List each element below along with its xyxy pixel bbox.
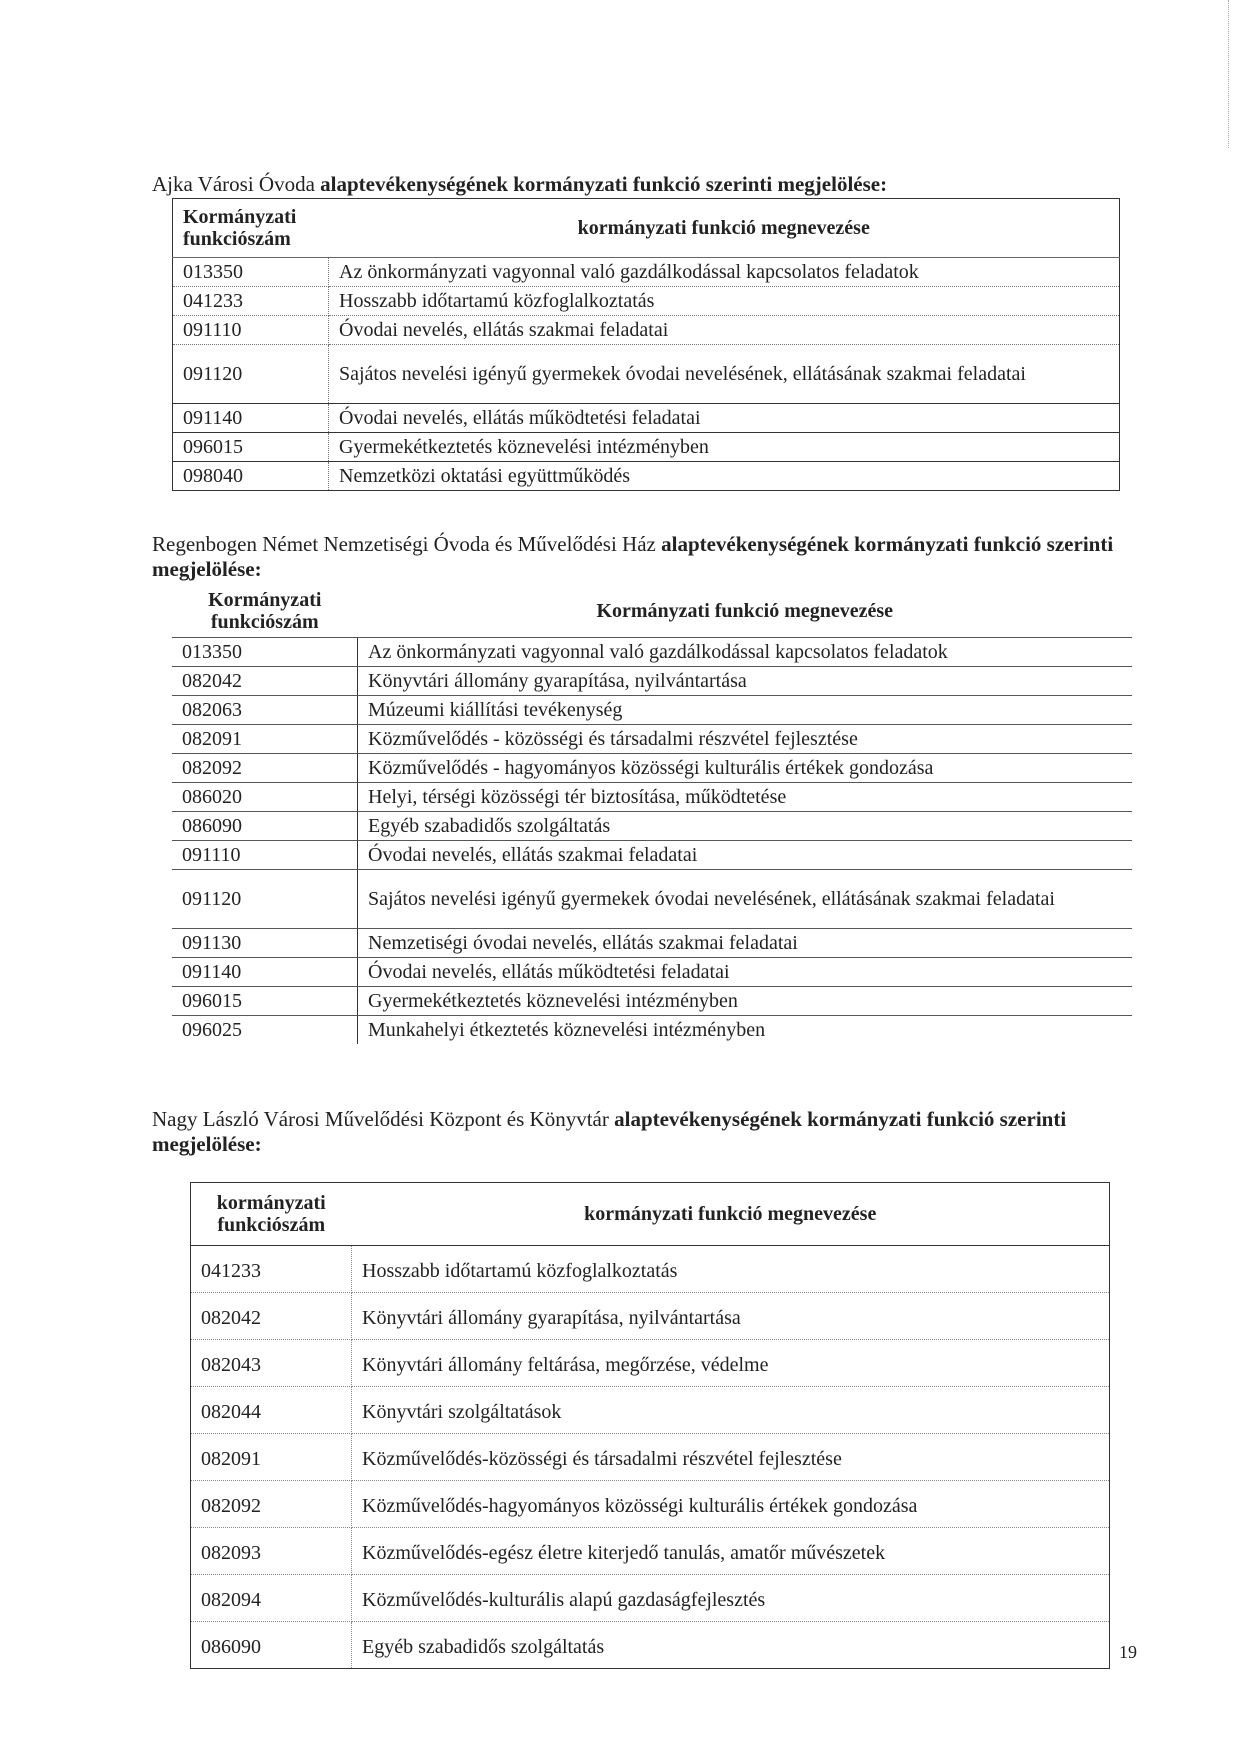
- function-name: Könyvtári állomány gyarapítása, nyilvántartása: [352, 1293, 1110, 1340]
- header-code: kormányzati funkciószám: [191, 1183, 352, 1246]
- function-name: Gyermekétkeztetés köznevelési intézményben: [358, 987, 1133, 1016]
- function-code: 082091: [191, 1434, 352, 1481]
- table-row: [191, 1293, 1110, 1340]
- header-name: kormányzati funkció megnevezése: [352, 1183, 1110, 1246]
- function-code: 082043: [191, 1340, 352, 1387]
- table-row: [191, 1481, 1110, 1528]
- function-code: 082092: [172, 754, 358, 783]
- table-row: [172, 929, 1132, 958]
- function-code: 082092: [191, 1481, 352, 1528]
- function-name: Óvodai nevelés, ellátás működtetési feladatai: [358, 958, 1133, 987]
- function-code: 082094: [191, 1575, 352, 1622]
- function-name: Nemzetközi oktatási együttműködés: [329, 462, 1120, 491]
- table-row: [191, 1622, 1110, 1669]
- table-row: [172, 696, 1132, 725]
- function-code: 082091: [172, 725, 358, 754]
- function-table-2: [172, 585, 1132, 1044]
- function-name: Hosszabb időtartamú közfoglalkoztatás: [329, 287, 1120, 316]
- table-row: [172, 870, 1132, 929]
- function-table-3: [190, 1182, 1110, 1669]
- table-row: [173, 433, 1120, 462]
- function-code: 013350: [172, 638, 358, 667]
- section-title-3: [152, 1107, 1140, 1157]
- function-name: Óvodai nevelés, ellátás működtetési feladatai: [329, 404, 1120, 433]
- table-header-row: [191, 1183, 1110, 1246]
- function-name: Sajátos nevelési igényű gyermekek óvodai nevelésének, ellátásának szakmai feladatai: [329, 345, 1120, 404]
- function-name: Nemzetiségi óvodai nevelés, ellátás szakmai feladatai: [358, 929, 1133, 958]
- header-name: Kormányzati funkció megnevezése: [358, 585, 1133, 638]
- table-row: [191, 1387, 1110, 1434]
- table-row: [173, 345, 1120, 404]
- function-name: Óvodai nevelés, ellátás szakmai feladatai: [329, 316, 1120, 345]
- table-row: [173, 316, 1120, 345]
- table-header-row: [173, 199, 1120, 258]
- function-code: 013350: [173, 258, 329, 287]
- function-name: Egyéb szabadidős szolgáltatás: [362, 1635, 605, 1658]
- function-code: 091110: [172, 841, 358, 870]
- table-row: [173, 287, 1120, 316]
- function-code: 082093: [191, 1528, 352, 1575]
- table-row: [172, 783, 1132, 812]
- function-name: Munkahelyi étkeztetés köznevelési intézményben: [368, 1019, 766, 1041]
- section-title-2: [152, 532, 1140, 582]
- table-row: [191, 1528, 1110, 1575]
- table-row: [172, 841, 1132, 870]
- table-row: [172, 1016, 1132, 1045]
- function-code: 096015: [173, 433, 329, 462]
- function-name: Közművelődés-hagyományos közösségi kulturális értékek gondozása: [352, 1481, 1110, 1528]
- function-name: Közművelődés-közösségi és társadalmi részvétel fejlesztése: [352, 1434, 1110, 1481]
- function-name: Hosszabb időtartamú közfoglalkoztatás: [352, 1246, 1110, 1293]
- function-code: 082044: [191, 1387, 352, 1434]
- function-code: 086090: [191, 1622, 352, 1669]
- function-name: Egyéb szabadidős szolgáltatás: [358, 812, 1133, 841]
- section-title-2-plain: Regenbogen Német Nemzetiségi Óvoda és Művelődési Ház: [152, 532, 662, 556]
- table-row: [172, 638, 1132, 667]
- table-row: [172, 667, 1132, 696]
- function-name: Az önkormányzati vagyonnal való gazdálkodással kapcsolatos feladatok: [358, 638, 1133, 667]
- function-name: Gyermekétkeztetés köznevelési intézményben: [329, 433, 1120, 462]
- function-code: 091120: [173, 345, 329, 404]
- function-code: 091140: [173, 404, 329, 433]
- section-title-3-plain: Nagy László Városi Művelődési Központ és Könyvtár: [152, 1107, 615, 1131]
- section-title-1: [152, 172, 1112, 197]
- function-code: 086090: [172, 812, 358, 841]
- function-name: Közművelődés - hagyományos közösségi kulturális értékek gondozása: [358, 754, 1133, 783]
- table-header-row: [172, 585, 1132, 638]
- table-row: [172, 812, 1132, 841]
- page-number: 19: [1119, 1642, 1137, 1662]
- table-row: [173, 462, 1120, 491]
- function-code: 082042: [172, 667, 358, 696]
- function-name: Közművelődés-egész életre kiterjedő tanulás, amatőr művészetek: [352, 1528, 1110, 1575]
- function-name: Könyvtári állomány feltárása, megőrzése, védelme: [352, 1340, 1110, 1387]
- table-row: [191, 1340, 1110, 1387]
- table-row: [172, 754, 1132, 783]
- function-name: Múzeumi kiállítási tevékenység: [358, 696, 1133, 725]
- function-name: Helyi, térségi közösségi tér biztosítása, működtetése: [358, 783, 1133, 812]
- table-row: [172, 725, 1132, 754]
- section-title-1-bold: alaptevékenységének kormányzati funkció szerinti megjelölése:: [320, 172, 888, 196]
- function-code: 086020: [172, 783, 358, 812]
- margin-mark: [1228, 0, 1231, 148]
- header-name: kormányzati funkció megnevezése: [329, 199, 1120, 258]
- function-code: 096025: [172, 1016, 358, 1045]
- table-row: [172, 987, 1132, 1016]
- function-code: 082042: [191, 1293, 352, 1340]
- table-row: [173, 258, 1120, 287]
- table-row: [173, 404, 1120, 433]
- header-code: Kormányzati funkciószám: [173, 199, 329, 258]
- function-name: Óvodai nevelés, ellátás szakmai feladatai: [358, 841, 1133, 870]
- function-code: 041233: [173, 287, 329, 316]
- function-code: 098040: [173, 462, 329, 491]
- function-code: 096015: [172, 987, 358, 1016]
- function-name: Könyvtári szolgáltatások: [352, 1387, 1110, 1434]
- function-code: 091110: [173, 316, 329, 345]
- function-code: 041233: [191, 1246, 352, 1293]
- table-row: [191, 1246, 1110, 1293]
- function-code: 082063: [172, 696, 358, 725]
- function-code: 091120: [172, 870, 358, 929]
- section-title-3-bold: alaptevékenységének kormányzati funkció szerinti megjelölése:: [152, 1107, 1067, 1156]
- section-title-1-plain: Ajka Városi Óvoda: [152, 172, 321, 196]
- function-name: Sajátos nevelési igényű gyermekek óvodai nevelésének, ellátásának szakmai feladatai: [358, 870, 1133, 929]
- function-name: Közművelődés-kulturális alapú gazdaságfejlesztés: [352, 1575, 1110, 1622]
- function-code: 091140: [172, 958, 358, 987]
- table-row: [191, 1575, 1110, 1622]
- table-row: [191, 1434, 1110, 1481]
- section-title-2-bold: alaptevékenységének kormányzati funkció szerinti megjelölése:: [152, 532, 1114, 581]
- function-name: Az önkormányzati vagyonnal való gazdálkodással kapcsolatos feladatok: [329, 258, 1120, 287]
- table-row: [172, 958, 1132, 987]
- function-name: Könyvtári állomány gyarapítása, nyilvántartása: [358, 667, 1133, 696]
- function-code: 091130: [172, 929, 358, 958]
- function-name: Közművelődés - közösségi és társadalmi részvétel fejlesztése: [358, 725, 1133, 754]
- header-code: Kormányzati funkciószám: [172, 585, 358, 638]
- function-table-1: [172, 198, 1120, 491]
